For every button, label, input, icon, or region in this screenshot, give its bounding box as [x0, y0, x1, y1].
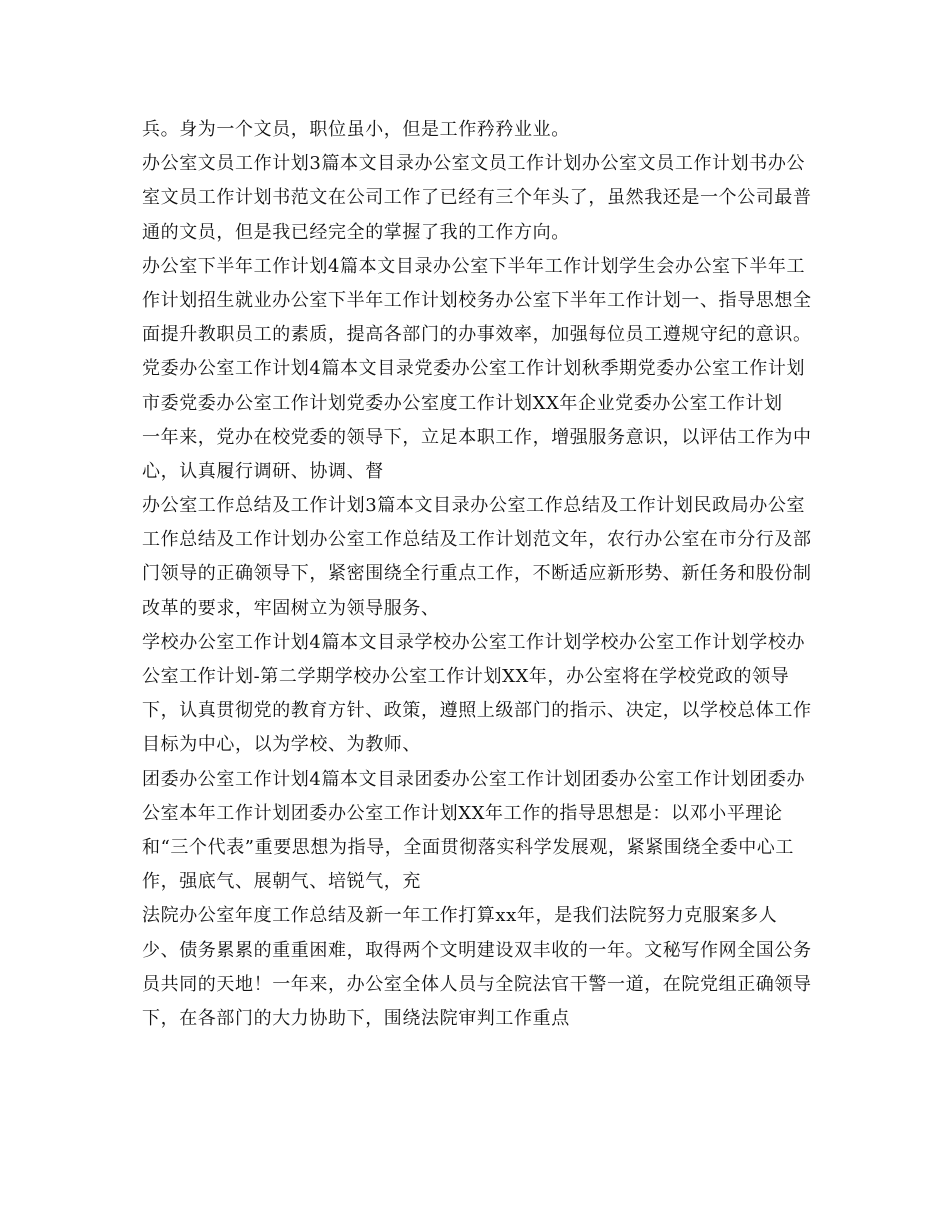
text-line: 室文员工作计划书范文在公司工作了已经有三个年头了，虽然我还是一个公司最普 [142, 187, 812, 209]
text-line: 通的文员，但是我已经完全的掌握了我的工作方向。 [142, 221, 570, 243]
text-line: 办公室文员工作计划3篇本文目录办公室文员工作计划办公室文员工作计划书办公 [142, 153, 806, 175]
text-line: 作，强底气、展朝气、培锐气，充 [142, 871, 421, 893]
text-line: 一年来，党办在校党委的领导下，立足本职工作，增强服务意识，以评估工作为中 [142, 426, 812, 448]
text-line: 目标为中心，以为学校、为教师、 [142, 734, 421, 756]
text-line: 下，在各部门的大力协助下，围绕法院审判工作重点 [142, 1007, 570, 1029]
text-line: 办公室工作总结及工作计划3篇本文目录办公室工作总结及工作计划民政局办公室 [142, 495, 806, 517]
text-line: 兵。身为一个文员，职位虽小，但是工作矜矜业业。 [142, 119, 570, 140]
text-line: 门领导的正确领导下，紧密围绕全行重点工作，不断适应新形势、新任务和股份制 [142, 563, 812, 585]
text-line: 市委党委办公室工作计划党委办公室度工作计划XX年企业党委办公室工作计划 [142, 392, 783, 414]
text-line: 少、债务累累的重重困难，取得两个文明建设双丰收的一年。文秘写作网全国公务 [142, 939, 812, 961]
text-line: 员共同的天地！一年来，办公室全体人员与全院法官干警一道，在院党组正确领导 [142, 973, 812, 995]
text-line: 法院办公室年度工作总结及新一年工作打算xx年，是我们法院努力克服案多人 [142, 905, 778, 927]
text-line: 公室工作计划-第二学期学校办公室工作计划XX年，办公室将在学校党政的领导 [142, 666, 790, 687]
text-line: 公室本年工作计划团委办公室工作计划XX年工作的指导思想是：以邓小平理论 [142, 802, 783, 824]
text-line: 办公室下半年工作计划4篇本文目录办公室下半年工作计划学生会办公室下半年工 [142, 255, 806, 277]
text-line: 改革的要求，牢固树立为领导服务、 [142, 597, 440, 619]
text-line: 和“三个代表”重要思想为指导，全面贯彻落实科学发展观，紧紧围绕全委中心工 [142, 836, 795, 858]
text-line: 团委办公室工作计划4篇本文目录团委办公室工作计划团委办公室工作计划团委办 [142, 768, 806, 790]
text-line: 下，认真贯彻党的教育方针、政策，遵照上级部门的指示、决定，以学校总体工作 [142, 700, 812, 722]
text-line: 面提升教职员工的素质，提高各部门的办事效率，加强每位员工遵规守纪的意识。 [142, 324, 812, 346]
text-line: 党委办公室工作计划4篇本文目录党委办公室工作计划秋季期党委办公室工作计划 [142, 358, 806, 380]
text-line: 作计划招生就业办公室下半年工作计划校务办公室下半年工作计划一、指导思想全 [142, 289, 812, 311]
document-body [142, 113, 822, 1036]
text-line: 学校办公室工作计划4篇本文目录学校办公室工作计划学校办公室工作计划学校办 [142, 631, 806, 653]
text-line: 工作总结及工作计划办公室工作总结及工作计划范文年，农行办公室在市分行及部 [142, 529, 812, 551]
text-line: 心，认真履行调研、协调、督 [142, 460, 384, 482]
